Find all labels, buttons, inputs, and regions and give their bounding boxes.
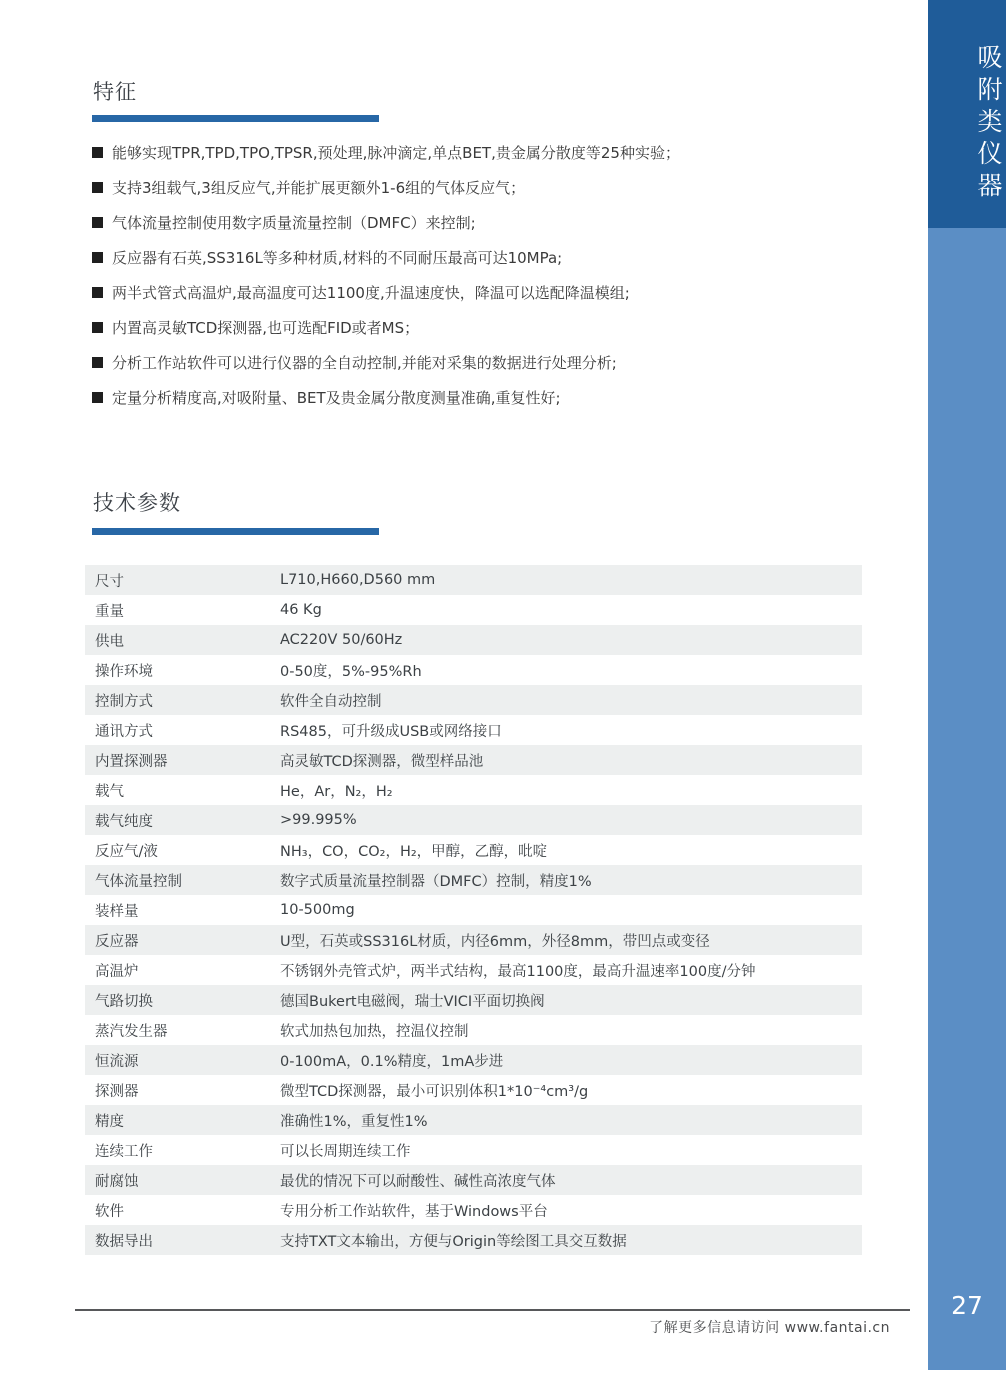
spec-table-row — [85, 835, 862, 865]
spec-value: >99.995% — [280, 812, 357, 828]
bullet-square-icon — [92, 322, 103, 333]
bullet-square-icon — [92, 357, 103, 368]
spec-value: 0-100mA，0.1%精度，1mA步进 — [280, 1053, 504, 1070]
spec-table-row — [85, 1135, 862, 1165]
spec-value: 德国Bukert电磁阀，瑞士VICI平面切换阀 — [280, 993, 545, 1010]
feature-item — [92, 275, 882, 310]
spec-table-row — [85, 655, 862, 685]
spec-table-row — [85, 1165, 862, 1195]
bullet-square-icon — [92, 182, 103, 193]
feature-item — [92, 135, 882, 170]
spec-label: 蒸汽发生器 — [95, 1023, 168, 1040]
spec-table-row — [85, 715, 862, 745]
feature-text: 内置高灵敏TCD探测器,也可选配FID或者MS； — [112, 319, 420, 337]
spec-label: 内置探测器 — [95, 753, 168, 770]
spec-table-row — [85, 1195, 862, 1225]
spec-label: 重量 — [95, 603, 124, 620]
spec-value: 10-500mg — [280, 902, 355, 918]
sidebar-category-label: 吸附类仪器 — [974, 44, 1003, 204]
spec-value: L710,H660,D560 mm — [280, 572, 436, 588]
feature-item — [92, 170, 882, 205]
spec-value: 支持TXT文本输出，方便与Origin等绘图工具交互数据 — [280, 1233, 627, 1250]
spec-table-row — [85, 865, 862, 895]
spec-label: 连续工作 — [95, 1143, 153, 1160]
spec-label: 高温炉 — [95, 963, 139, 980]
spec-value: RS485，可升级成USB或网络接口 — [280, 723, 502, 740]
bullet-square-icon — [92, 287, 103, 298]
feature-text: 支持3组载气,3组反应气,并能扩展更额外1-6组的气体反应气； — [112, 179, 526, 197]
spec-table-row — [85, 685, 862, 715]
feature-text: 两半式管式高温炉,最高温度可达1100度,升温速度快，降温可以选配降温模组; — [112, 284, 630, 302]
spec-label: 反应气/液 — [95, 843, 158, 860]
spec-label: 数据导出 — [95, 1233, 153, 1250]
spec-value: 最优的情况下可以耐酸性、碱性高浓度气体 — [280, 1173, 556, 1190]
spec-label: 探测器 — [95, 1083, 139, 1100]
feature-text: 能够实现TPR,TPD,TPO,TPSR,预处理,脉冲滴定,单点BET,贵金属分散度等25种实验； — [112, 144, 680, 162]
spec-value: 准确性1%，重复性1% — [280, 1113, 428, 1130]
feature-text: 定量分析精度高,对吸附量、BET及贵金属分散度测量准确,重复性好; — [112, 389, 561, 407]
spec-value: 不锈钢外壳管式炉，两半式结构，最高1100度，最高升温速率100度/分钟 — [280, 963, 756, 980]
spec-label: 软件 — [95, 1203, 124, 1220]
footer-divider — [75, 1309, 910, 1311]
spec-value: 可以长周期连续工作 — [280, 1143, 411, 1160]
spec-table-row — [85, 895, 862, 925]
sidebar-accent-band — [928, 228, 1006, 1370]
features-title-underline — [92, 115, 379, 122]
spec-table-row — [85, 745, 862, 775]
spec-label: 耐腐蚀 — [95, 1173, 139, 1190]
specs-section-title: 技术参数 — [93, 491, 181, 515]
bullet-square-icon — [92, 147, 103, 158]
spec-value: He，Ar，N₂，H₂ — [280, 783, 393, 800]
feature-text: 气体流量控制使用数字质量流量控制（DMFC）来控制; — [112, 214, 476, 232]
sidebar-category-band — [928, 0, 1006, 228]
spec-table-row — [85, 1015, 862, 1045]
spec-label: 反应器 — [95, 933, 139, 950]
feature-item — [92, 240, 882, 275]
spec-label: 载气纯度 — [95, 813, 153, 830]
page-number: 27 — [951, 1291, 983, 1320]
spec-label: 气路切换 — [95, 993, 153, 1010]
specs-table-body — [85, 565, 862, 1255]
spec-value: 数字式质量流量控制器（DMFC）控制，精度1% — [280, 873, 592, 890]
spec-value: U型，石英或SS316L材质，内径6mm，外径8mm，带凹点或变径 — [280, 933, 710, 950]
spec-table-row — [85, 1105, 862, 1135]
spec-label: 操作环境 — [95, 663, 153, 680]
feature-text: 分析工作站软件可以进行仪器的全自动控制,并能对采集的数据进行处理分析; — [112, 354, 617, 372]
bullet-square-icon — [92, 217, 103, 228]
spec-label: 精度 — [95, 1113, 124, 1130]
spec-label: 载气 — [95, 783, 124, 800]
spec-label: 控制方式 — [95, 693, 153, 710]
spec-value: NH₃，CO，CO₂，H₂，甲醇，乙醇，吡啶 — [280, 843, 548, 860]
feature-item — [92, 345, 882, 380]
spec-value: 软件全自动控制 — [280, 693, 382, 710]
spec-table-row — [85, 565, 862, 595]
spec-label: 装样量 — [95, 903, 139, 920]
features-section-title: 特征 — [93, 80, 137, 104]
footer-note: 了解更多信息请访问 www.fantai.cn — [649, 1320, 890, 1336]
spec-table-row — [85, 925, 862, 955]
spec-label: 恒流源 — [95, 1053, 139, 1070]
specs-title-underline — [92, 528, 379, 535]
spec-table-row — [85, 1045, 862, 1075]
feature-item — [92, 310, 882, 345]
spec-label: 通讯方式 — [95, 723, 153, 740]
spec-table-row — [85, 625, 862, 655]
feature-item — [92, 380, 882, 415]
feature-text: 反应器有石英,SS316L等多种材质,材料的不同耐压最高可达10MPa; — [112, 249, 563, 267]
spec-value: AC220V 50/60Hz — [280, 632, 403, 648]
spec-table-row — [85, 805, 862, 835]
spec-label: 气体流量控制 — [95, 873, 182, 890]
spec-table-row — [85, 1075, 862, 1105]
features-list — [92, 135, 882, 415]
bullet-square-icon — [92, 252, 103, 263]
spec-value: 高灵敏TCD探测器，微型样品池 — [280, 753, 484, 770]
spec-value: 专用分析工作站软件，基于Windows平台 — [280, 1203, 548, 1220]
spec-value: 软式加热包加热，控温仪控制 — [280, 1023, 469, 1040]
spec-value: 微型TCD探测器，最小可识别体积1*10⁻⁴cm³/g — [280, 1083, 589, 1100]
spec-label: 供电 — [95, 633, 124, 650]
specs-table — [85, 565, 862, 1255]
spec-table-row — [85, 1225, 862, 1255]
feature-item — [92, 205, 882, 240]
spec-label: 尺寸 — [95, 573, 124, 590]
spec-value: 0-50度，5%-95%Rh — [280, 663, 422, 680]
spec-table-row — [85, 985, 862, 1015]
spec-table-row — [85, 595, 862, 625]
bullet-square-icon — [92, 392, 103, 403]
spec-table-row — [85, 955, 862, 985]
spec-table-row — [85, 775, 862, 805]
spec-value: 46 Kg — [280, 602, 322, 618]
